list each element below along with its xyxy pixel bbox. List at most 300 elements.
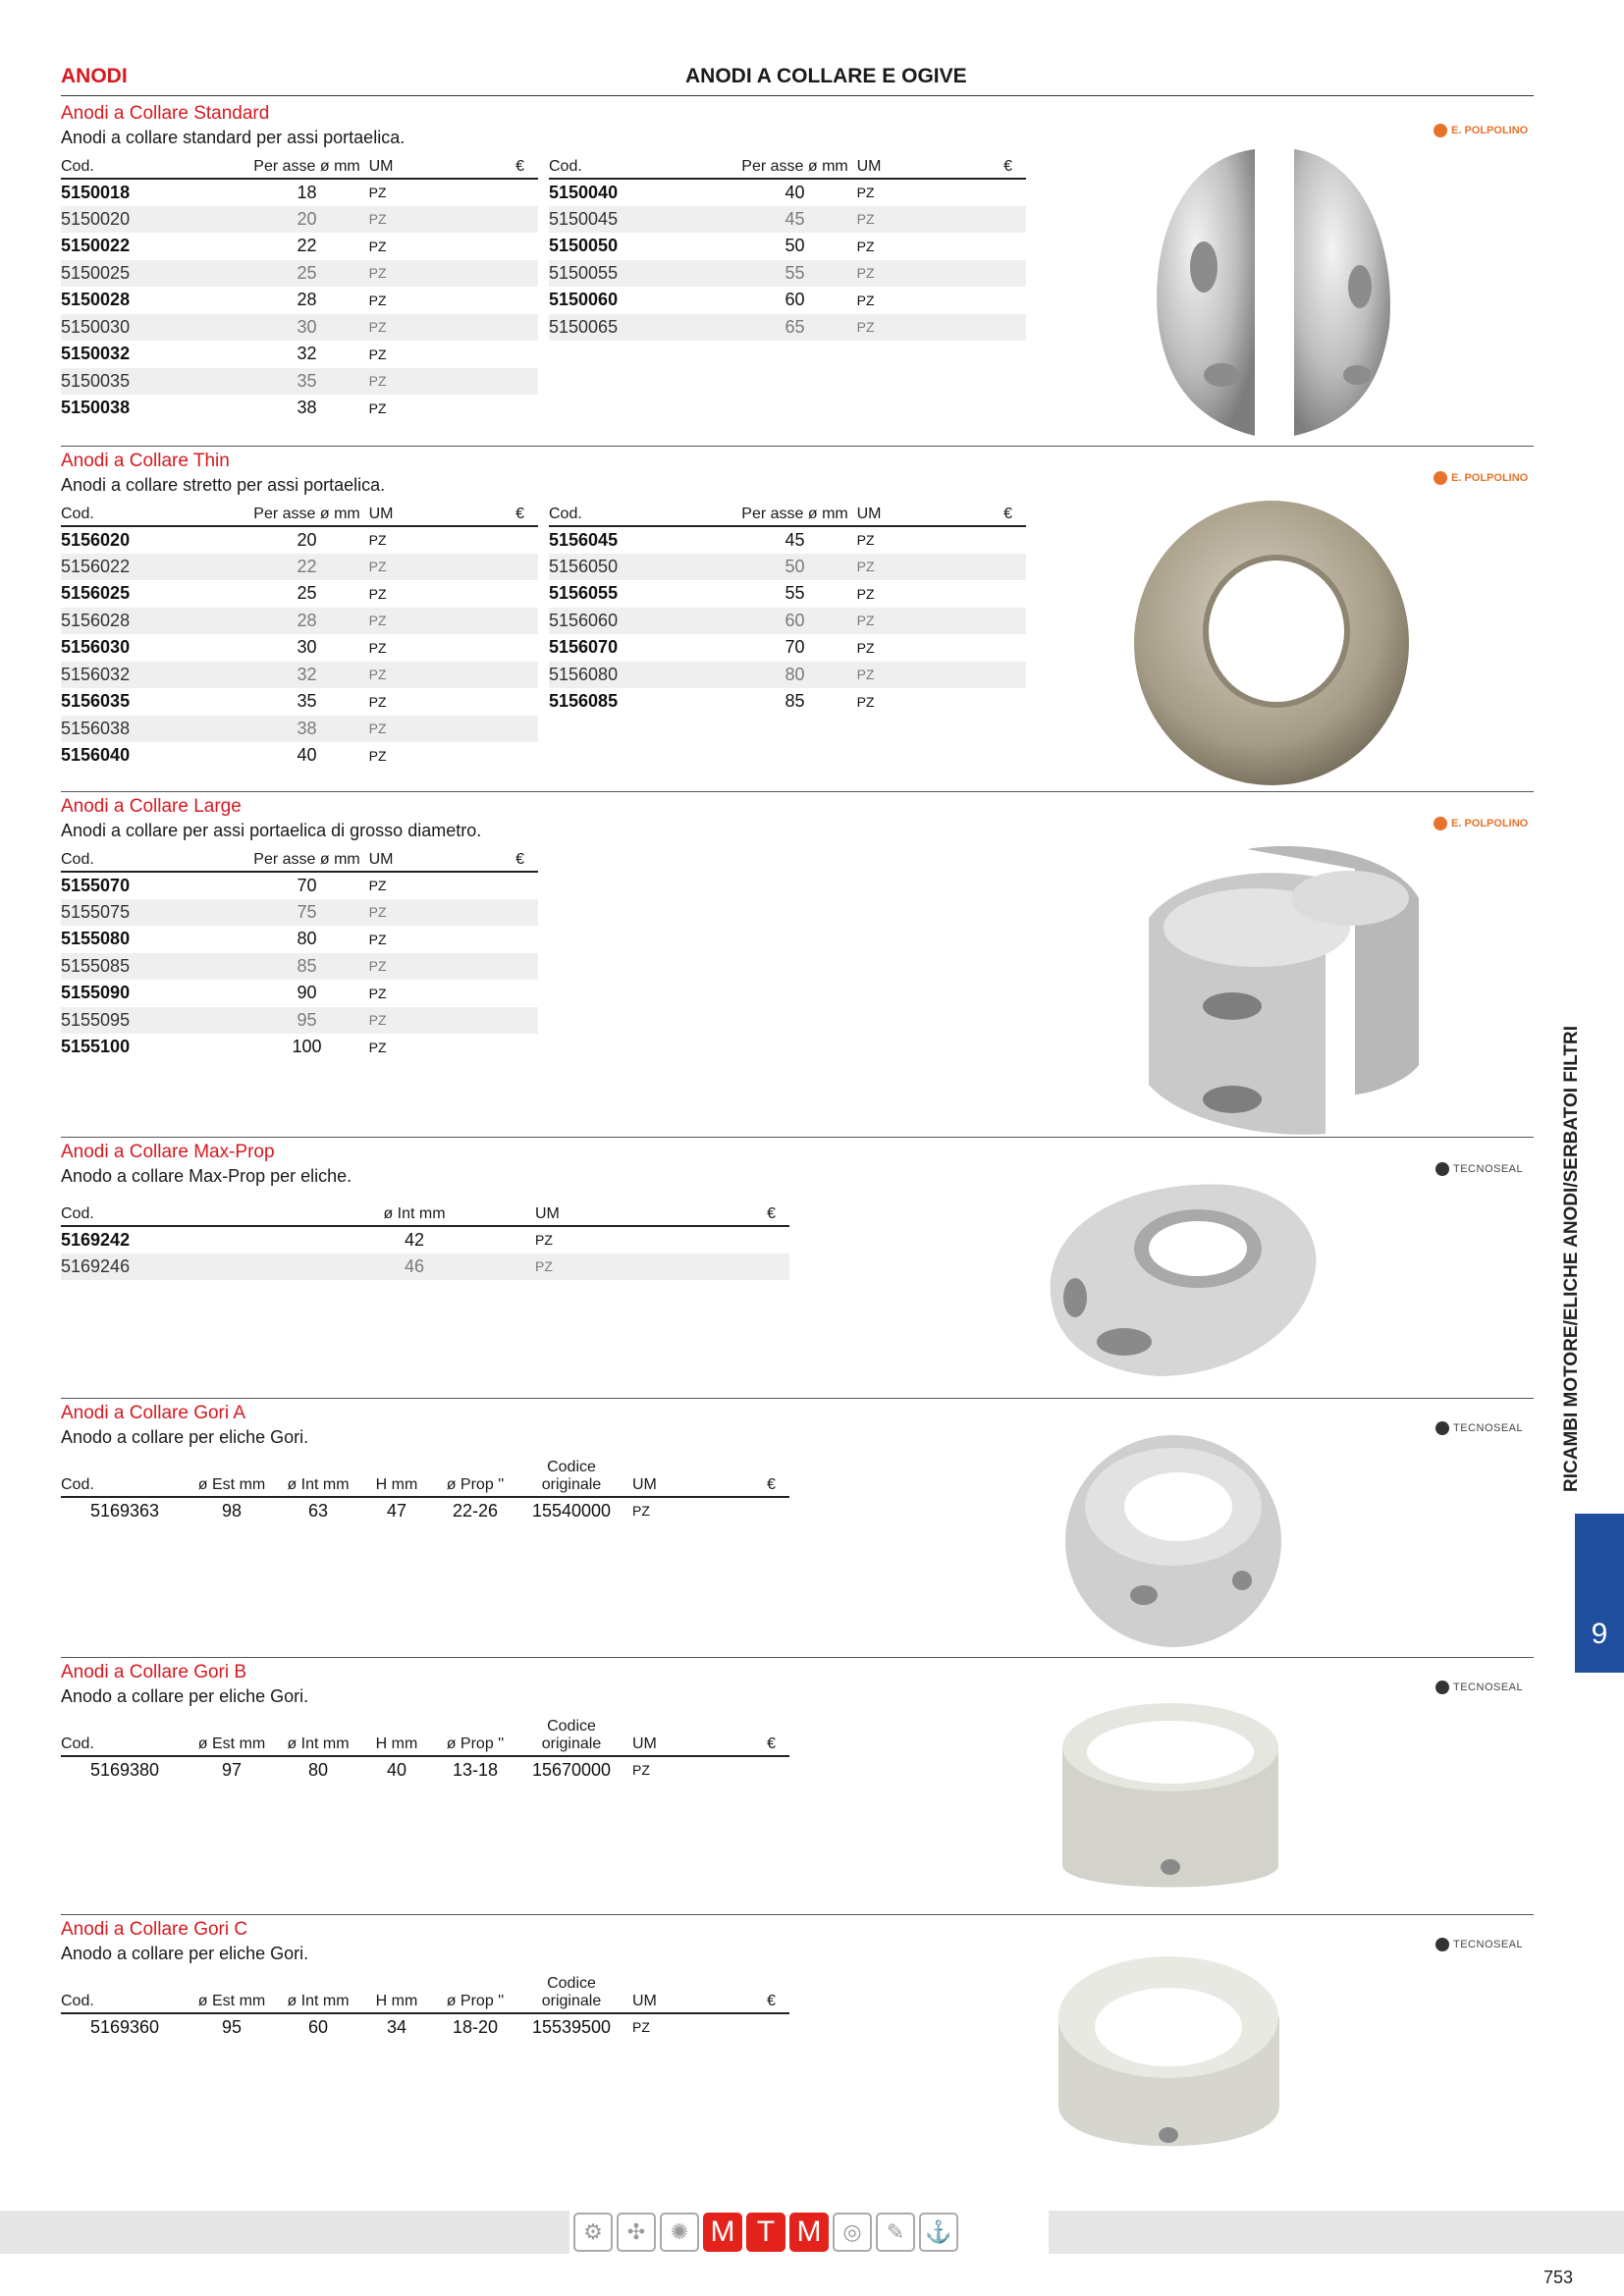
table-row <box>61 287 538 314</box>
price-value <box>440 395 538 422</box>
unit-value: PZ <box>361 314 440 342</box>
section-description: Anodo a collare per eliche Gori. <box>61 1944 309 1963</box>
diameter-value: 38 <box>252 716 360 743</box>
column-header: € <box>665 1201 789 1226</box>
tecnoseal-mark-icon <box>1435 1681 1449 1694</box>
footer-bar <box>0 2211 1624 2254</box>
gori-b-anode-image <box>1053 1698 1288 1909</box>
product-code: 5155085 <box>61 953 252 981</box>
diameter-value: 28 <box>252 608 360 635</box>
price-value <box>440 872 538 899</box>
price-value <box>928 634 1026 662</box>
tecnoseal-logo <box>1435 1162 1523 1176</box>
price-value <box>928 314 1026 342</box>
table-row <box>61 233 538 260</box>
price-value <box>928 233 1026 260</box>
product-code: 5155090 <box>61 983 131 1003</box>
price-value <box>440 1034 538 1061</box>
outer-diameter-value: 98 <box>221 1500 243 1521</box>
unit-value: PZ <box>856 238 875 254</box>
diameter-value: 32 <box>252 662 360 689</box>
unit-value: PZ <box>368 292 387 308</box>
column-header: Cod. <box>61 501 252 526</box>
price-value <box>928 260 1026 288</box>
section-title: Anodi a Collare Standard <box>61 103 270 124</box>
polpolino-mark-icon <box>1434 124 1447 137</box>
product-code: 5150032 <box>61 344 131 364</box>
table-row <box>61 1007 538 1035</box>
column-header: ø Prop '' <box>432 1459 518 1497</box>
diameter-value: 35 <box>297 691 317 712</box>
tecnoseal-mark-icon <box>1435 1938 1449 1951</box>
tecnoseal-logo <box>1435 1681 1523 1694</box>
diameter-value: 65 <box>740 314 848 342</box>
diameter-value: 40 <box>785 182 805 202</box>
table-row <box>61 926 538 953</box>
column-header: UM <box>527 1201 665 1226</box>
price-value <box>928 608 1026 635</box>
unit-value: PZ <box>849 608 928 635</box>
table-row <box>61 1497 789 1524</box>
column-header: € <box>440 846 538 872</box>
product-code: 5156030 <box>61 637 131 658</box>
column-header: € <box>693 1975 789 2013</box>
diameter-value: 35 <box>252 368 360 396</box>
table-row <box>61 899 538 927</box>
diameter-value: 38 <box>297 398 317 418</box>
price-value <box>928 554 1026 581</box>
column-header: ø Est mm <box>189 1975 275 2013</box>
product-code: 5156038 <box>61 716 252 743</box>
column-header: Cod. <box>61 1718 189 1756</box>
unit-value: PZ <box>856 185 875 201</box>
section-divider <box>61 446 1534 447</box>
column-header: Per asse ø mm <box>740 153 848 179</box>
unit-value: PZ <box>368 238 387 254</box>
unit-value: PZ <box>368 532 387 549</box>
table-row <box>61 341 538 368</box>
unit-value: PZ <box>361 206 440 234</box>
table-row <box>61 2013 789 2041</box>
section-large <box>61 795 1534 842</box>
table-row <box>549 662 1026 689</box>
unit-value: PZ <box>632 2019 650 2036</box>
unit-value: PZ <box>632 1762 650 1779</box>
price-value <box>928 580 1026 608</box>
unit-value: PZ <box>361 608 440 635</box>
height-value: 47 <box>386 1500 407 1521</box>
unit-value: PZ <box>361 260 440 288</box>
product-code: 5156085 <box>549 691 619 712</box>
unit-value: PZ <box>632 1503 650 1520</box>
section-title: Anodi a Collare Large <box>61 796 242 817</box>
price-value <box>440 980 538 1007</box>
diameter-value: 55 <box>785 583 805 604</box>
product-table <box>549 153 1026 341</box>
unit-value: PZ <box>535 1232 553 1249</box>
table-row <box>549 608 1026 635</box>
price-value <box>440 206 538 234</box>
table-row <box>61 716 538 743</box>
original-code-value: 15540000 <box>531 1500 612 1521</box>
table-row <box>61 179 538 206</box>
column-header: UM <box>361 153 440 179</box>
price-value <box>440 662 538 689</box>
price-value <box>693 1756 789 1784</box>
section-description: Anodo a collare per eliche Gori. <box>61 1686 309 1706</box>
price-value <box>665 1226 789 1254</box>
unit-value: PZ <box>368 878 387 894</box>
section-thin <box>61 450 1534 497</box>
unit-value: PZ <box>849 260 928 288</box>
product-table <box>61 846 538 1061</box>
side-category-label: RICAMBI MOTORE/ELICHE ANODI/SERBATOI FILTRI <box>1561 1026 1582 1492</box>
table-row <box>61 526 538 554</box>
section-gori-a <box>61 1402 1534 1449</box>
table-row <box>549 634 1026 662</box>
product-code: 5156020 <box>61 529 131 550</box>
product-code: 5150028 <box>61 290 131 310</box>
table-row <box>549 179 1026 206</box>
diameter-value: 50 <box>785 236 805 256</box>
m2-icon[interactable]: M <box>789 2213 829 2252</box>
column-header: Cod. <box>61 1459 189 1497</box>
column-header: ø Est mm <box>189 1459 275 1497</box>
table-row <box>549 314 1026 342</box>
column-header: € <box>440 501 538 526</box>
price-value <box>440 179 538 206</box>
table-row <box>549 260 1026 288</box>
table-row <box>61 580 538 608</box>
product-code: 5156035 <box>61 691 131 712</box>
column-header: Codice originale <box>518 1459 624 1497</box>
column-header: UM <box>361 501 440 526</box>
large-collar-anode-image <box>1139 839 1424 1144</box>
column-header: ø Est mm <box>189 1718 275 1756</box>
polpolino-logo <box>1434 124 1528 137</box>
price-value <box>440 926 538 953</box>
engine-icon[interactable]: ⚙ <box>573 2213 613 2252</box>
outer-diameter-value: 97 <box>221 1759 243 1780</box>
t-icon[interactable]: T <box>746 2213 785 2252</box>
prop-diameter-value: 13-18 <box>452 1759 499 1780</box>
price-value <box>928 526 1026 554</box>
product-code: 5156050 <box>549 554 740 581</box>
lifebuoy-icon[interactable]: ◎ <box>833 2213 872 2252</box>
section-description: Anodo a collare Max-Prop per eliche. <box>61 1166 352 1186</box>
column-header: Per asse ø mm <box>252 153 360 179</box>
unit-value: PZ <box>368 1039 387 1055</box>
product-code: 5150055 <box>549 260 740 288</box>
table-row <box>61 1254 789 1281</box>
column-header: H mm <box>361 1459 432 1497</box>
gori-a-anode-image <box>1056 1423 1291 1654</box>
table-header-row <box>61 1201 789 1226</box>
product-code: 5150050 <box>549 236 619 256</box>
diameter-value: 50 <box>740 554 848 581</box>
price-value <box>440 899 538 927</box>
price-value <box>440 314 538 342</box>
unit-value: PZ <box>368 585 387 602</box>
product-table <box>61 153 538 422</box>
table-row <box>549 580 1026 608</box>
diameter-value: 40 <box>297 745 317 766</box>
original-code-value: 15670000 <box>531 1759 612 1780</box>
unit-value: PZ <box>361 554 440 581</box>
height-value: 34 <box>386 2016 407 2037</box>
product-code: 5156060 <box>549 608 740 635</box>
column-header: UM <box>624 1459 693 1497</box>
product-code: 5169363 <box>89 1500 160 1521</box>
diameter-value: 25 <box>297 583 317 604</box>
unit-value: PZ <box>368 931 387 947</box>
brand-name: E. POLPOLINO <box>1451 472 1529 484</box>
section-title: Anodi a Collare Thin <box>61 451 230 471</box>
tecnoseal-logo <box>1435 1938 1523 1951</box>
product-code: 5155075 <box>61 899 252 927</box>
column-header: Cod. <box>61 1201 301 1226</box>
section-description: Anodo a collare per eliche Gori. <box>61 1427 309 1447</box>
unit-value: PZ <box>856 639 875 656</box>
section-description: Anodi a collare standard per assi portaelica. <box>61 128 406 147</box>
inner-diameter-value: 63 <box>307 1500 329 1521</box>
height-value: 40 <box>386 1759 407 1780</box>
column-header: Cod. <box>61 846 252 872</box>
tecnoseal-mark-icon <box>1435 1162 1449 1176</box>
product-table <box>61 1459 789 1524</box>
diameter-value: 22 <box>297 236 317 256</box>
table-row <box>61 688 538 716</box>
diameter-value: 85 <box>785 691 805 712</box>
column-header: ø Int mm <box>275 1975 361 2013</box>
unit-value: PZ <box>856 532 875 549</box>
table-row <box>549 287 1026 314</box>
section-divider <box>61 1657 1534 1658</box>
table-row <box>549 688 1026 716</box>
unit-value: PZ <box>527 1254 665 1281</box>
brand-name: E. POLPOLINO <box>1451 125 1529 136</box>
product-code: 5169246 <box>61 1254 301 1281</box>
diameter-value: 80 <box>740 662 848 689</box>
page-header <box>61 63 1534 96</box>
diameter-value: 28 <box>297 290 317 310</box>
unit-value: PZ <box>368 639 387 656</box>
unit-value: PZ <box>849 314 928 342</box>
price-value <box>440 233 538 260</box>
product-table <box>61 1201 789 1280</box>
header-category: ANODI <box>61 65 128 87</box>
diameter-value: 32 <box>297 344 317 364</box>
tecnoseal-logo <box>1435 1421 1523 1435</box>
column-header: Cod. <box>549 501 740 526</box>
price-value <box>928 179 1026 206</box>
chapter-tab: 9 <box>1575 1514 1624 1673</box>
table-row <box>61 206 538 234</box>
diameter-value: 70 <box>297 875 317 895</box>
column-header: UM <box>624 1718 693 1756</box>
brand-name: TECNOSEAL <box>1453 1422 1524 1434</box>
table-row <box>61 980 538 1007</box>
outer-diameter-value: 95 <box>221 2016 243 2037</box>
product-code: 5156080 <box>549 662 740 689</box>
table-row <box>61 554 538 581</box>
product-code: 5150060 <box>549 290 619 310</box>
price-value <box>928 688 1026 716</box>
column-header: H mm <box>361 1975 432 2013</box>
section-description: Anodi a collare stretto per assi portaelica. <box>61 475 386 495</box>
diameter-value: 30 <box>252 314 360 342</box>
unit-value: PZ <box>361 1007 440 1035</box>
price-value <box>928 662 1026 689</box>
diameter-value: 95 <box>252 1007 360 1035</box>
diameter-value: 20 <box>252 206 360 234</box>
price-value <box>693 2013 789 2041</box>
unit-value: PZ <box>368 185 387 201</box>
product-code: 5150035 <box>61 368 252 396</box>
footer-category-icons <box>573 2213 958 2252</box>
price-value <box>440 341 538 368</box>
product-code: 5156040 <box>61 745 131 766</box>
table-header-row <box>61 1459 789 1497</box>
table-header-row <box>61 1718 789 1756</box>
column-header: € <box>928 501 1026 526</box>
unit-value: PZ <box>368 693 387 710</box>
product-code: 5169380 <box>89 1759 160 1780</box>
brand-name: TECNOSEAL <box>1453 1939 1524 1950</box>
price-value <box>440 716 538 743</box>
product-code: 5150025 <box>61 260 252 288</box>
diameter-value: 60 <box>785 290 805 310</box>
price-value <box>440 260 538 288</box>
price-value <box>693 1497 789 1524</box>
table-header-row <box>549 501 1026 526</box>
price-value <box>440 634 538 662</box>
section-title: Anodi a Collare Gori A <box>61 1403 245 1423</box>
table-header-row <box>61 501 538 526</box>
fan-icon[interactable]: ✣ <box>617 2213 656 2252</box>
price-value <box>440 526 538 554</box>
unit-value: PZ <box>368 747 387 764</box>
table-row <box>61 1034 538 1061</box>
table-row <box>61 608 538 635</box>
diameter-value: 46 <box>301 1254 527 1281</box>
m-icon[interactable]: M <box>703 2213 742 2252</box>
product-code: 5155100 <box>61 1037 131 1057</box>
diameter-value: 25 <box>252 260 360 288</box>
tools-icon[interactable]: ✎ <box>876 2213 915 2252</box>
product-table <box>61 1975 789 2041</box>
max-prop-anode-image <box>1031 1170 1326 1386</box>
price-value <box>440 287 538 314</box>
section-title: Anodi a Collare Gori B <box>61 1662 247 1682</box>
column-header: Per asse ø mm <box>252 501 360 526</box>
unit-value: PZ <box>849 554 928 581</box>
thin-collar-anode-image <box>1129 496 1414 790</box>
unit-value: PZ <box>856 693 875 710</box>
column-header: Codice originale <box>518 1718 624 1756</box>
table-row <box>61 1756 789 1784</box>
product-code: 5169242 <box>61 1229 131 1250</box>
price-value <box>440 1007 538 1035</box>
product-code: 5155070 <box>61 875 131 895</box>
diameter-value: 20 <box>297 529 317 550</box>
table-row <box>61 953 538 981</box>
table-row <box>61 260 538 288</box>
column-header: Cod. <box>549 153 740 179</box>
unit-value: PZ <box>856 585 875 602</box>
section-gori-b <box>61 1661 1534 1708</box>
diameter-value: 45 <box>740 206 848 234</box>
original-code-value: 15539500 <box>531 2016 612 2037</box>
polpolino-mark-icon <box>1434 817 1447 830</box>
product-code: 5150045 <box>549 206 740 234</box>
brand-name: TECNOSEAL <box>1453 1682 1524 1693</box>
brand-name: TECNOSEAL <box>1453 1163 1524 1175</box>
diameter-value: 100 <box>292 1037 322 1057</box>
column-header: ø Int mm <box>301 1201 527 1226</box>
section-title: Anodi a Collare Gori C <box>61 1919 248 1940</box>
table-row <box>61 314 538 342</box>
product-code: 5150038 <box>61 398 131 418</box>
section-divider <box>61 1914 1534 1915</box>
product-code: 5156028 <box>61 608 252 635</box>
diameter-value: 60 <box>740 608 848 635</box>
column-header: € <box>440 153 538 179</box>
diameter-value: 18 <box>297 182 317 202</box>
table-row <box>549 206 1026 234</box>
unit-value: PZ <box>849 662 928 689</box>
product-code: 5150030 <box>61 314 252 342</box>
product-code: 5150040 <box>549 182 619 202</box>
table-row <box>549 526 1026 554</box>
table-row <box>549 554 1026 581</box>
table-row <box>61 662 538 689</box>
anchor-icon[interactable]: ⚓ <box>919 2213 958 2252</box>
diameter-value: 85 <box>252 953 360 981</box>
unit-value: PZ <box>368 346 387 362</box>
table-header-row <box>61 153 538 179</box>
helm-icon[interactable]: ✺ <box>660 2213 699 2252</box>
section-description: Anodi a collare per assi portaelica di grosso diametro. <box>61 821 482 840</box>
unit-value: PZ <box>361 953 440 981</box>
column-header: Cod. <box>61 1975 189 2013</box>
product-table <box>549 501 1026 716</box>
column-header: UM <box>849 501 928 526</box>
table-row <box>61 742 538 770</box>
price-value <box>440 688 538 716</box>
polpolino-logo <box>1434 817 1528 830</box>
table-header-row <box>549 153 1026 179</box>
column-header: Cod. <box>61 153 252 179</box>
column-header: UM <box>624 1975 693 2013</box>
diameter-value: 55 <box>740 260 848 288</box>
column-header: € <box>693 1718 789 1756</box>
standard-collar-anode-image <box>1139 130 1404 444</box>
product-code: 5156022 <box>61 554 252 581</box>
polpolino-logo <box>1434 471 1528 485</box>
price-value <box>440 953 538 981</box>
unit-value: PZ <box>368 985 387 1001</box>
column-header: ø Prop '' <box>432 1718 518 1756</box>
price-value <box>440 554 538 581</box>
column-header: H mm <box>361 1718 432 1756</box>
diameter-value: 45 <box>785 529 805 550</box>
diameter-value: 90 <box>297 983 317 1003</box>
diameter-value: 30 <box>297 637 317 658</box>
section-divider <box>61 1398 1534 1399</box>
section-title: Anodi a Collare Max-Prop <box>61 1142 275 1162</box>
product-code: 5155080 <box>61 929 131 949</box>
